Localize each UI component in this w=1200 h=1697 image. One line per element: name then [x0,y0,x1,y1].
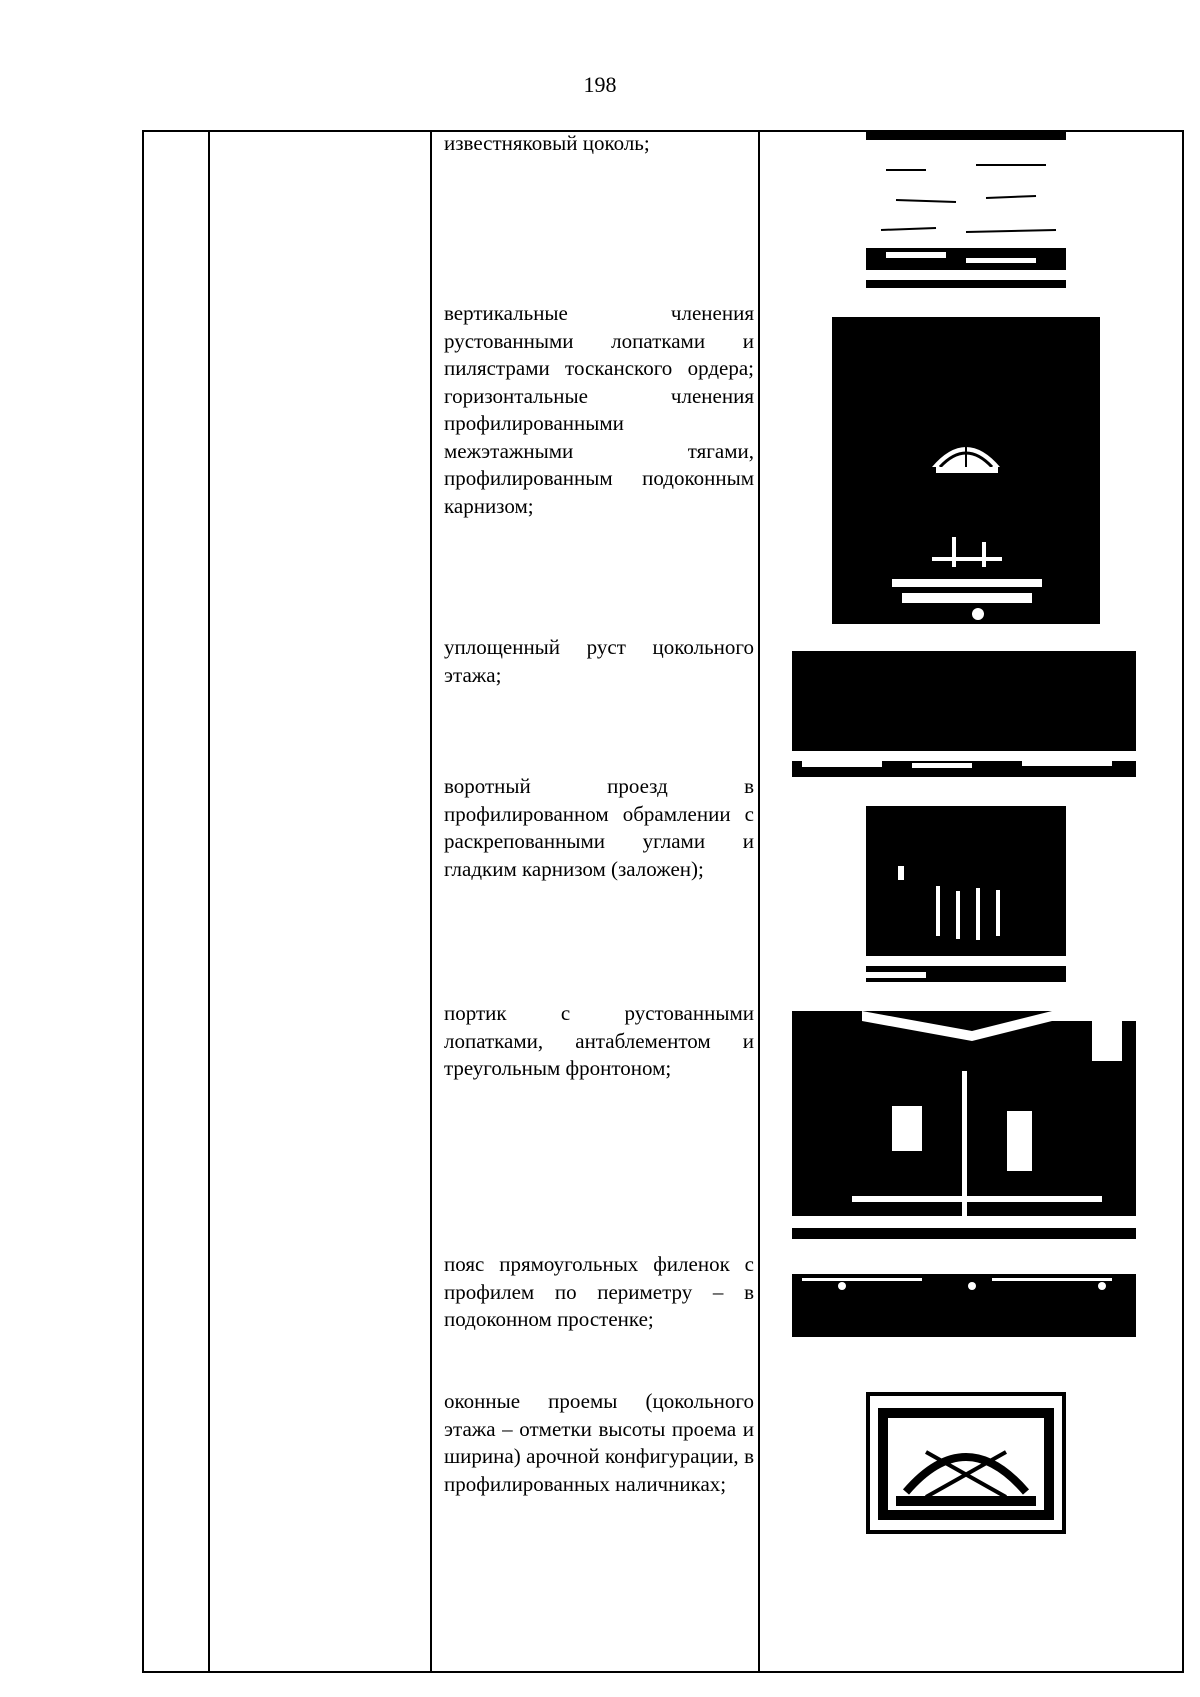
column-divider [208,132,210,1671]
limestone-plinth-photo [866,130,1066,288]
entry-text-panel-belt: пояс прямоугольных филенок с профилем по периметру – в подоконном простенке; [444,1252,754,1331]
entry-text-limestone-plinth: известняковый цоколь; [444,131,650,155]
entry-text-portico: портик с рустованными лопатками, антаблементом и треугольным фронтоном; [444,1001,754,1080]
portico-photo [792,1011,1136,1239]
arched-window-photo [866,1392,1066,1534]
column-divider [758,132,760,1671]
entry-text-gateway: воротный проезд в профилированном обрамлении с раскрепованными углами и гладким карнизом (заложен); [444,774,754,881]
entry-text-flat-rustication: уплощенный руст цокольного этажа; [444,635,754,687]
entry-text-arched-windows: оконные проемы (цокольного этажа – отметки высоты проема и ширина) арочной конфигурации, в профилированных наличниках; [444,1389,754,1496]
flat-rustication-photo [792,651,1136,777]
column-divider [430,132,432,1671]
panel-belt-photo [792,1266,1136,1337]
entry-text-facade-articulation: вертикальные членения рустованными лопатками и пилястрами тосканского ордера; горизонтальные членения профилированными межэтажными тягами, профилированным подоконным карнизом; [444,301,754,518]
gateway-photo [866,806,1066,982]
facade-articulation-photo [832,317,1100,624]
page-number: 198 [583,72,617,97]
